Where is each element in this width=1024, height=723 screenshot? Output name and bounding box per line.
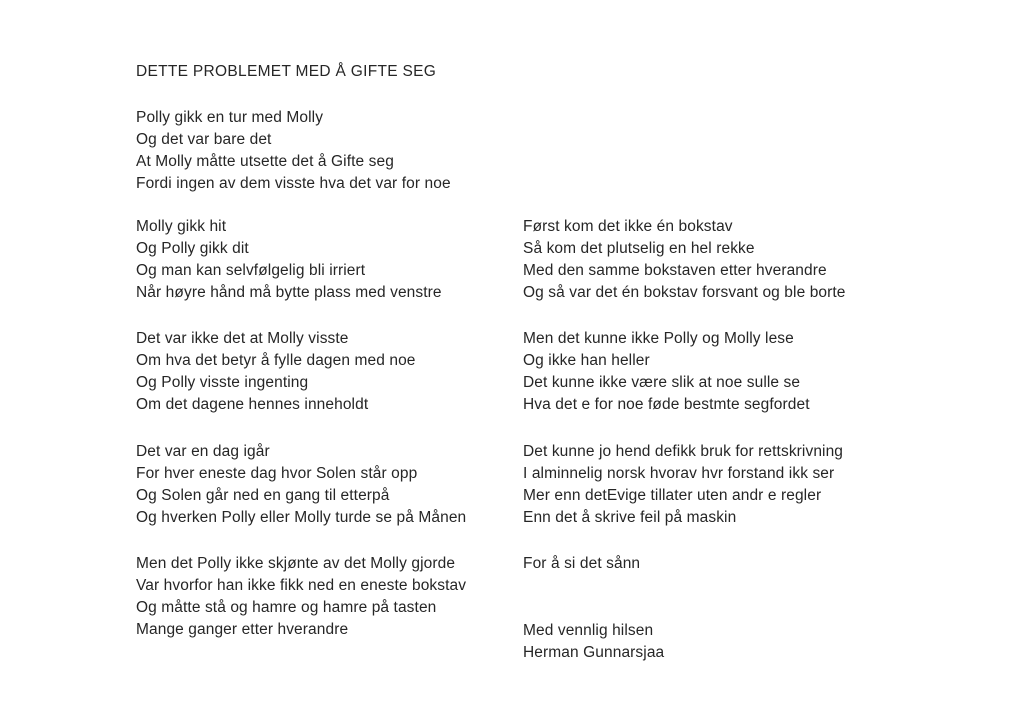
poem-line: Det kunne jo hend defikk bruk for rettskrivning xyxy=(523,443,844,460)
poem-line: For hver eneste dag hvor Solen står opp xyxy=(136,465,418,482)
stanza-1 xyxy=(136,107,451,195)
poem-line: Det var en dag igår xyxy=(136,443,270,460)
poem-line: Mer enn detEvige tillater uten andr e regler xyxy=(523,487,822,504)
poem-line: Og Polly gikk dit xyxy=(136,240,249,257)
poem-line: Det var ikke det at Molly visste xyxy=(136,330,349,347)
stanza-7 xyxy=(523,328,810,416)
stanza-2 xyxy=(136,216,442,304)
poem-line: Og måtte stå og hamre og hamre på tasten xyxy=(136,599,437,616)
poem-line: Fordi ingen av dem visste hva det var for noe xyxy=(136,175,451,192)
stanza-8 xyxy=(523,441,843,529)
stanza-4 xyxy=(136,441,466,529)
signature-block xyxy=(523,620,664,664)
poem-line: Og det var bare det xyxy=(136,131,272,148)
signature-name: Herman Gunnarsjaa xyxy=(523,644,665,661)
poem-line: Var hvorfor han ikke fikk ned en eneste bokstav xyxy=(136,577,467,594)
poem-line: At Molly måtte utsette det å Gifte seg xyxy=(136,153,394,170)
signature-salutation: Med vennlig hilsen xyxy=(523,622,654,639)
stanza-3 xyxy=(136,328,416,416)
poem-line: Med den samme bokstaven etter hverandre xyxy=(523,262,827,279)
poem-line: Og hverken Polly eller Molly turde se på Månen xyxy=(136,509,467,526)
poem-line: Polly gikk en tur med Molly xyxy=(136,109,324,126)
poem-line: Og man kan selvfølgelig bli irriert xyxy=(136,262,366,279)
poem-line: Om hva det betyr å fylle dagen med noe xyxy=(136,352,416,369)
poem-line: Så kom det plutselig en hel rekke xyxy=(523,240,755,257)
poem-line: Når høyre hånd må bytte plass med venstre xyxy=(136,284,442,301)
poem-line: Hva det e for noe føde bestmte segfordet xyxy=(523,396,810,413)
stanza-5 xyxy=(136,553,466,641)
closing-line: For å si det sånn xyxy=(523,555,641,572)
poem-line: Molly gikk hit xyxy=(136,218,227,235)
poem-title: DETTE PROBLEMET MED Å GIFTE SEG xyxy=(136,63,437,80)
poem-line: Først kom det ikke én bokstav xyxy=(523,218,733,235)
poem-line: Men det Polly ikke skjønte av det Molly gjorde xyxy=(136,555,456,572)
poem-line: Men det kunne ikke Polly og Molly lese xyxy=(523,330,794,347)
poem-line: Og ikke han heller xyxy=(523,352,650,369)
stanza-6 xyxy=(523,216,846,304)
poem-line: I alminnelig norsk hvorav hvr forstand ikk ser xyxy=(523,465,835,482)
poem-line: Og Solen går ned en gang til etterpå xyxy=(136,487,390,504)
poem-line: Og så var det én bokstav forsvant og ble borte xyxy=(523,284,846,301)
poem-line: Det kunne ikke være slik at noe sulle se xyxy=(523,374,801,391)
poem-line: Og Polly visste ingenting xyxy=(136,374,309,391)
poem-line: Enn det å skrive feil på maskin xyxy=(523,509,737,526)
poem-line: Mange ganger etter hverandre xyxy=(136,621,349,638)
poem-line: Om det dagene hennes inneholdt xyxy=(136,396,369,413)
